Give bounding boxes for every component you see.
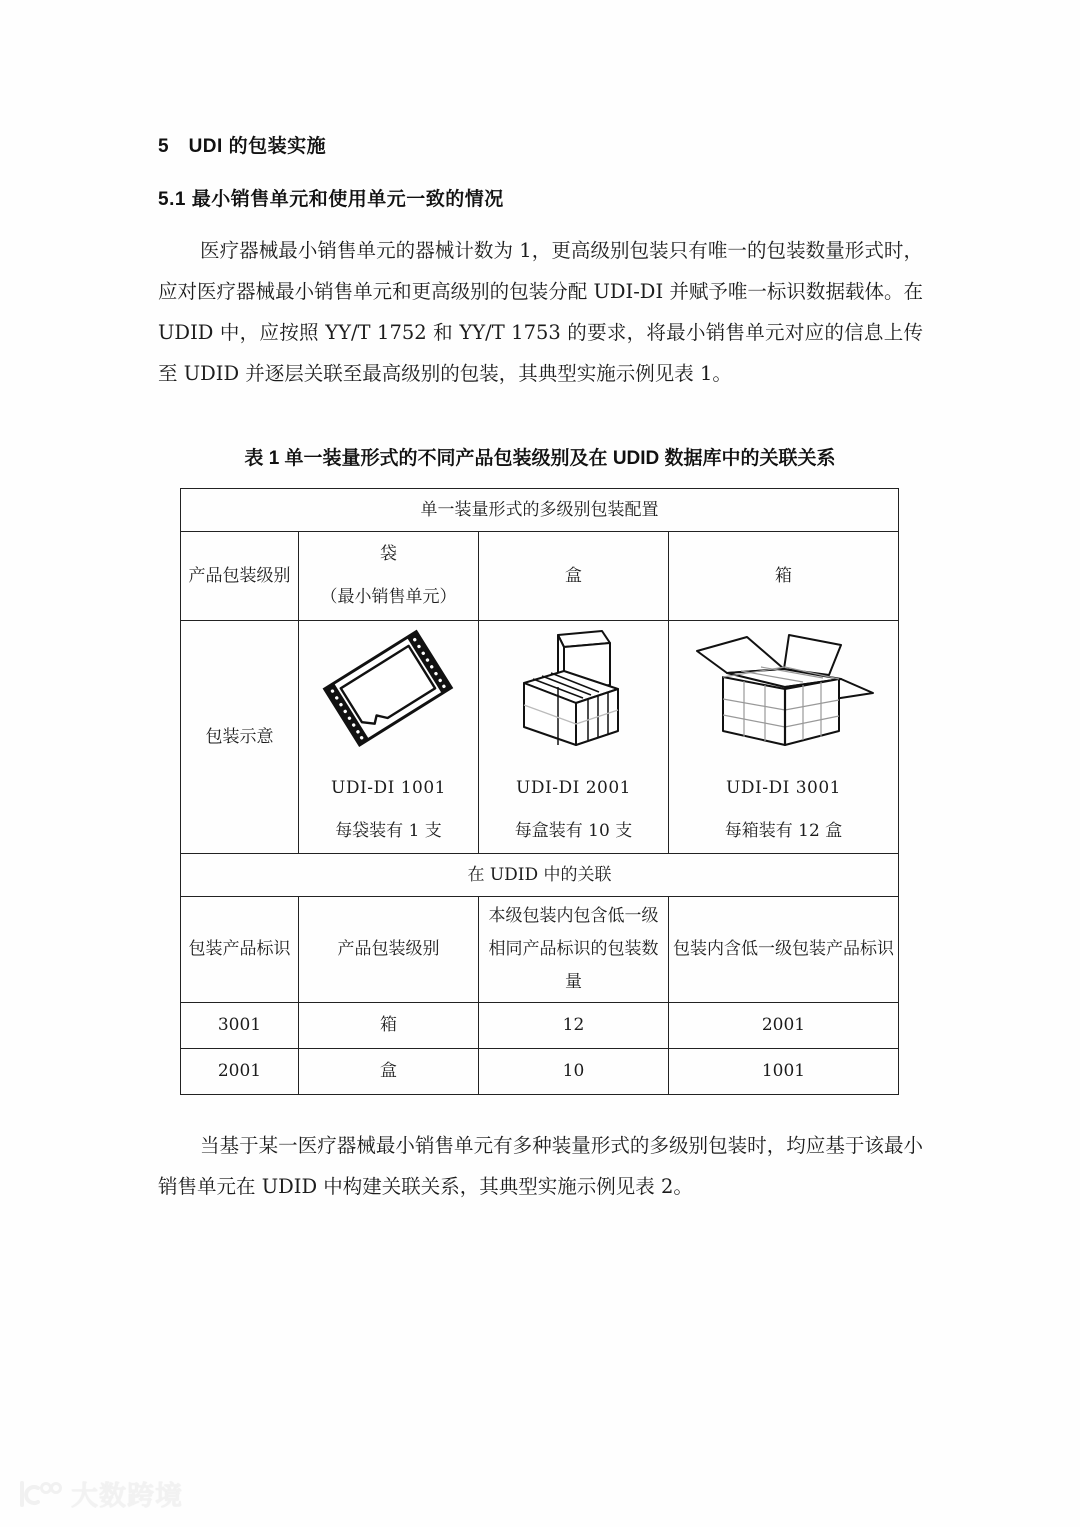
- table-row: [181, 897, 899, 1003]
- assoc-cell-child: 2001: [669, 1003, 899, 1049]
- level-row-label: 产品包装级别: [181, 532, 299, 621]
- watermark-logo-icon: [16, 1479, 62, 1509]
- udi-di-pouch: UDI-DI 1001: [331, 778, 446, 798]
- packaging-table: [180, 488, 899, 1095]
- table-row: [181, 489, 899, 532]
- assoc-header-child: 包装内含低一级包装产品标识: [669, 897, 899, 1003]
- qty-box: 每盒装有 10 支: [514, 821, 633, 841]
- illustration-row-label: 包装示意: [181, 621, 299, 854]
- assoc-cell-id: 3001: [181, 1003, 299, 1049]
- level-col-pouch-label: 袋: [380, 544, 397, 564]
- box-icon: [483, 626, 664, 754]
- level-col-carton: 箱: [669, 532, 899, 621]
- banner-assoc-cell: 在 UDID 中的关联: [181, 854, 899, 897]
- level-col-pouch-sublabel: （最小销售单元）: [320, 587, 457, 607]
- table-1-container: [180, 488, 898, 1095]
- table-row: [181, 1049, 899, 1095]
- table-row: [181, 854, 899, 897]
- assoc-cell-level: 盒: [299, 1049, 479, 1095]
- carton-icon: [673, 626, 894, 754]
- outro-paragraph: 当基于某一医疗器械最小销售单元有多种装量形式的多级别包装时，均应基于该最小销售单元在 UDID 中构建关联关系，其典型实施示例见表 2。: [158, 1134, 923, 1198]
- level-col-pouch: [299, 532, 479, 621]
- intro-paragraph: 医疗器械最小销售单元的器械计数为 1，更高级别包装只有唯一的包装数量形式时，应对医疗器械最小销售单元和更高级别的包装分配 UDI-DI 并赋予唯一标识数据载体。在 UDID 中，应按照 YY/T 1752 和 YY/T 1753 的要求，将最小销售单元对应的信息上传至 UDID 并逐层关联至最高级别的包装，其典型实施示例见表 1。: [158, 239, 923, 385]
- assoc-header-id: 包装产品标识: [181, 897, 299, 1003]
- level-col-box: 盒: [479, 532, 669, 621]
- watermark-text: 大数跨境: [71, 1481, 183, 1511]
- assoc-cell-level: 箱: [299, 1003, 479, 1049]
- table-row: [181, 532, 899, 621]
- assoc-cell-count: 10: [479, 1049, 669, 1095]
- udi-di-box: UDI-DI 2001: [516, 778, 631, 798]
- table-caption: 表 1 单一装量形式的不同产品包装级别及在 UDID 数据库中的关联关系: [244, 448, 836, 469]
- table-row: [181, 621, 899, 854]
- sachet-icon: [303, 626, 474, 754]
- banner-top-cell: 单一装量形式的多级别包装配置: [181, 489, 899, 532]
- qty-pouch: 每袋装有 1 支: [335, 821, 442, 841]
- illustration-cell-pouch: [299, 621, 479, 854]
- table-row: [181, 1003, 899, 1049]
- watermark: [16, 1474, 183, 1513]
- assoc-cell-id: 2001: [181, 1049, 299, 1095]
- udi-di-carton: UDI-DI 3001: [726, 778, 841, 798]
- qty-carton: 每箱装有 12 盒: [724, 821, 843, 841]
- assoc-header-count: 本级包装内包含低一级相同产品标识的包装数量: [479, 897, 669, 1003]
- section-heading-5: 5 UDI 的包装实施: [158, 136, 327, 157]
- assoc-cell-child: 1001: [669, 1049, 899, 1095]
- subsection-heading-5-1: 5.1 最小销售单元和使用单元一致的情况: [158, 189, 504, 210]
- illustration-cell-carton: [669, 621, 899, 854]
- assoc-header-level: 产品包装级别: [299, 897, 479, 1003]
- assoc-cell-count: 12: [479, 1003, 669, 1049]
- illustration-cell-box: [479, 621, 669, 854]
